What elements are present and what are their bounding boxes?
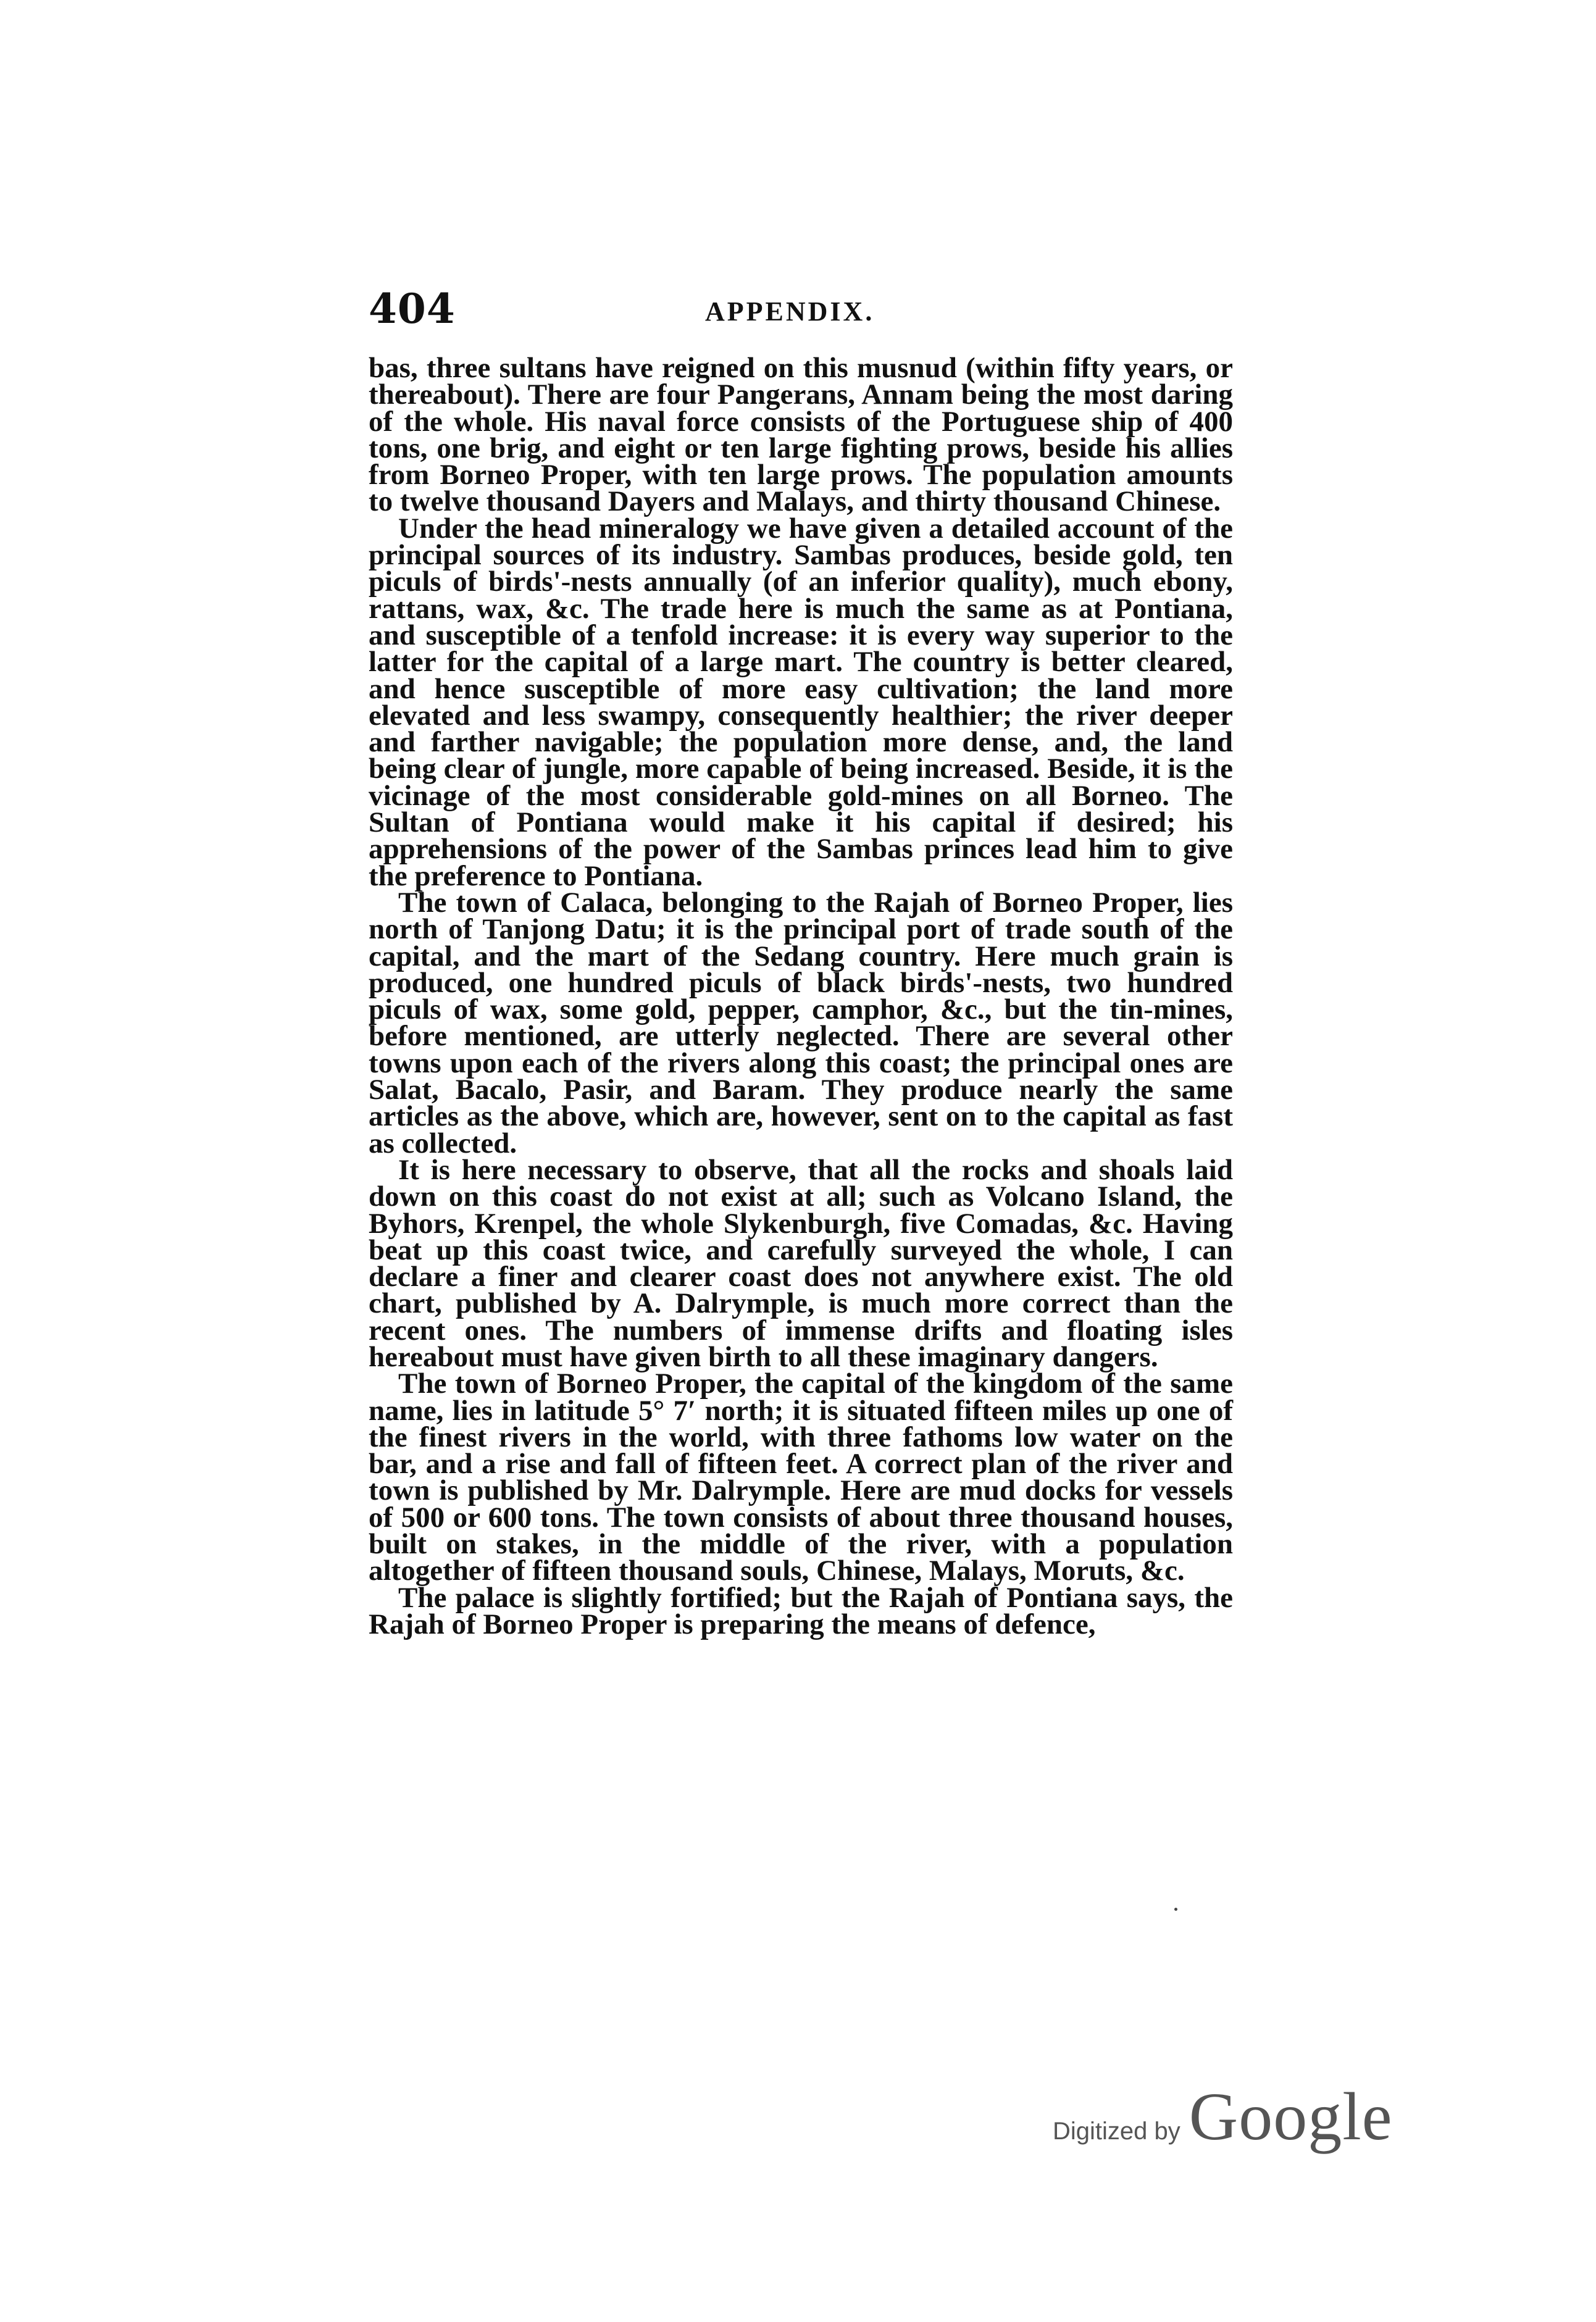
paragraph-1: bas, three sultans have reigned on this musnud (within fifty years, or thereabout). There are four Pangerans, Annam being the most daring of the whole. His naval force consists of the Portuguese ship of 400 tons, one brig, and eight or ten large fighting prows, beside his allies from Borneo Proper, with ten large prows. The population amounts to twelve thousand Dayers and Malays, and thirty thousand Chinese. bbox=[369, 352, 1233, 518]
google-logo: Google bbox=[1189, 2079, 1393, 2154]
body-text bbox=[369, 352, 1233, 1640]
page-header bbox=[369, 281, 1230, 336]
paragraph-5: The town of Borneo Proper, the capital of the kingdom of the same name, lies in latitude 5° 7′ north; it is situated fifteen miles up one of the finest rivers in the world, with three fathoms low water on the bar, and a rise and fall of fifteen feet. A correct plan of the river and town is published by Mr. Dalrymple. Here are mud docks for vessels of 500 or 600 tons. The town consists of about three thousand houses, built on stakes, in the middle of the river, with a population altogether of fifteen thousand souls, Chinese, Malays, Moruts, &c. bbox=[369, 1368, 1233, 1587]
paragraph-3: The town of Calaca, belonging to the Rajah of Borneo Proper, lies north of Tanjong Datu; it is the principal port of trade south of the capital, and the mart of the Sedang country. Here much grain is produced, one hundred piculs of black birds'-nests, two hundred piculs of wax, some gold, pepper, camphor, &c., but the tin-mines, before mentioned, are utterly neglected. There are several other towns upon each of the rivers along this coast; the principal ones are Salat, Bacalo, Pasir, and Baram. They produce nearly the same articles as the above, which are, however, sent on to the capital as fast as collected. bbox=[369, 886, 1233, 1159]
page-number: 404 bbox=[369, 285, 456, 333]
paragraph-4: It is here necessary to observe, that all the rocks and shoals laid down on this coast do not exist at all; such as Volcano Island, the Byhors, Krenpel, the whole Slykenburgh, five Comadas, &c. Having beat up this coast twice, and carefully surveyed the whole, I can declare a finer and clearer coast does not anywhere exist. The old chart, published by A. Dalrymple, is much more correct than the recent ones. The numbers of immense drifts and floating isles hereabout must have given birth to all these imaginary dangers. bbox=[369, 1153, 1233, 1373]
paragraph-2: Under the head mineralogy we have given a detailed account of the principal sources of its industry. Sambas produces, beside gold, ten piculs of birds'-nests annually (of an inferior quality), much ebony, rattans, wax, &c. The trade here is much the same as at Pontiana, and susceptible of a tenfold increase: it is every way superior to the latter for the capital of a large mart. The country is better cleared, and hence susceptible of more easy cultivation; the land more elevated and less swampy, consequently healthier; the river deeper and farther navigable; the population more dense, and, the land being clear of jungle, more capable of being increased. Beside, it is the vicinage of the most considerable gold-mines on all Borneo. The Sultan of Pontiana would make it his capital if desired; his apprehensions of the power of the Sambas princes lead him to give the preference to Pontiana. bbox=[369, 512, 1233, 892]
stray-mark bbox=[1174, 1908, 1177, 1911]
running-head: APPENDIX. bbox=[705, 296, 875, 327]
paragraph-6: The palace is slightly fortified; but the Rajah of Pontiana says, the Rajah of Borneo Proper is preparing the means of defence, bbox=[369, 1581, 1233, 1640]
digitized-by-google-watermark bbox=[1053, 2078, 1393, 2152]
watermark-prefix: Digitized by bbox=[1053, 2118, 1180, 2145]
